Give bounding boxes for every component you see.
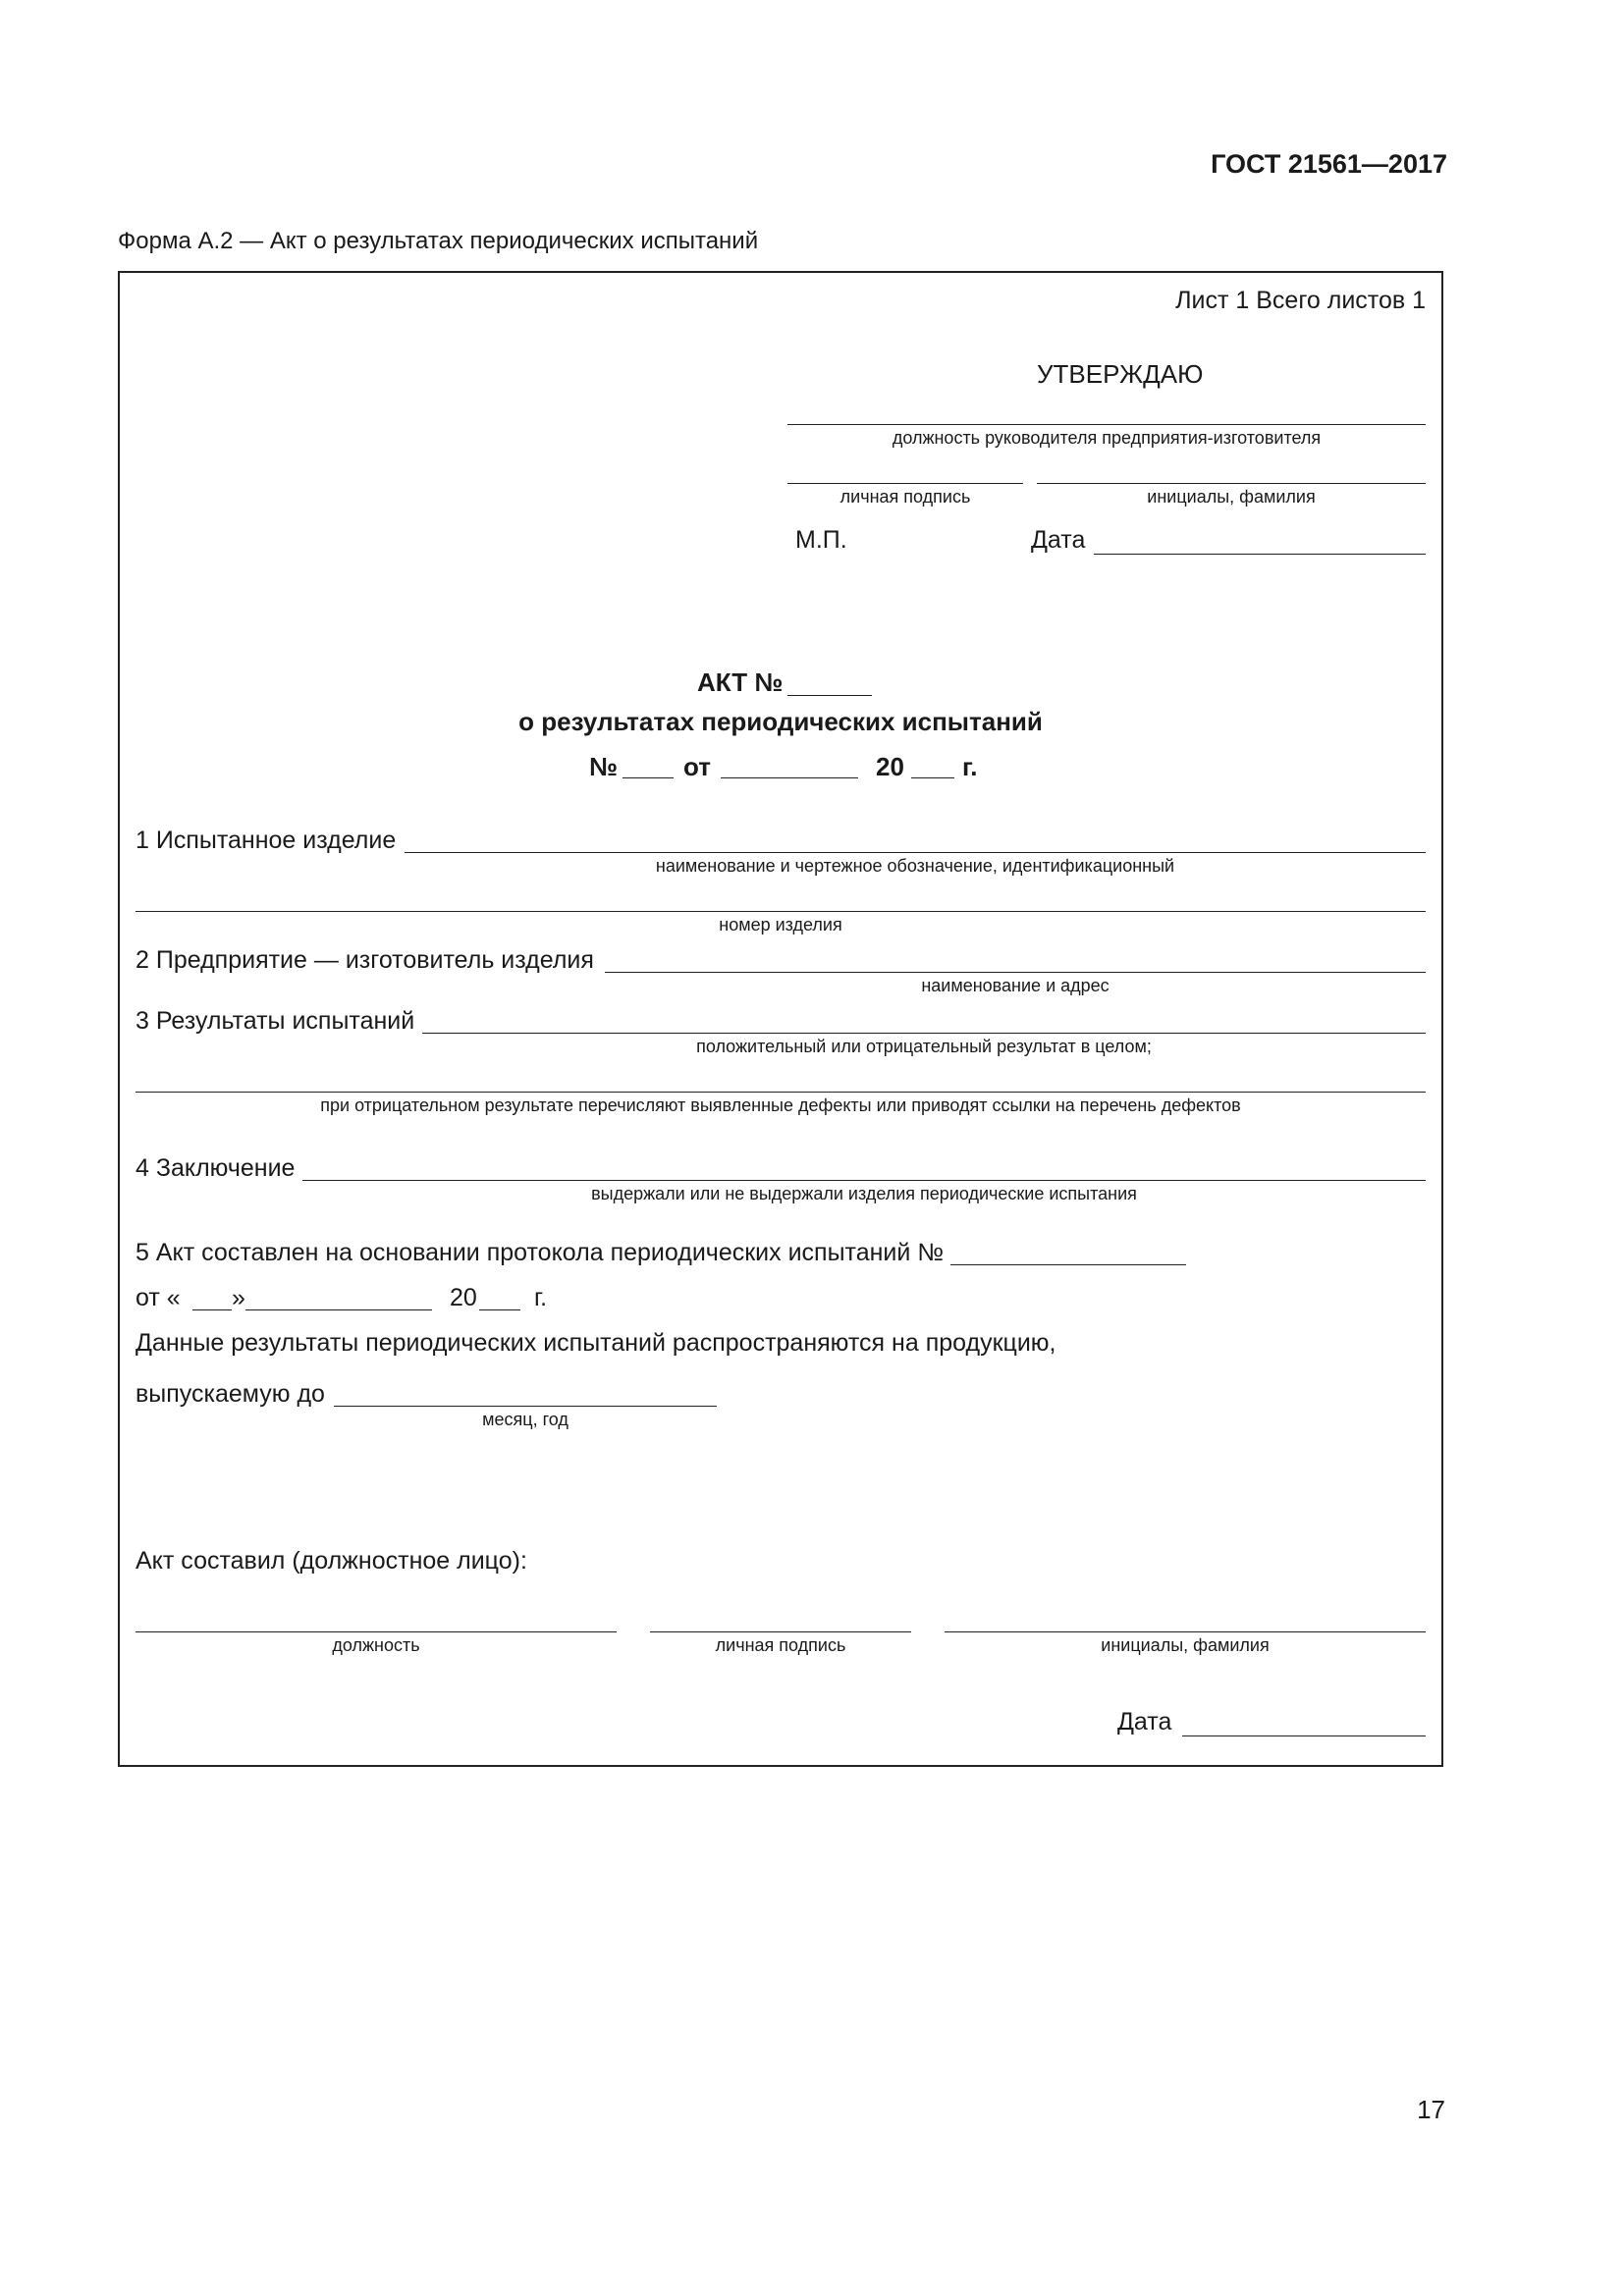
approve-heading: УТВЕРЖДАЮ: [1037, 359, 1204, 389]
item3-caption2: при отрицательном результате перечисляют выявленные дефекты или приводят ссылки на перечень дефектов: [320, 1095, 1241, 1115]
act-date-field[interactable]: [721, 777, 858, 778]
signer-date-line[interactable]: [1182, 1735, 1426, 1736]
approver-initials-caption: инициалы, фамилия: [1147, 487, 1316, 507]
item3-line2[interactable]: [135, 1092, 1426, 1093]
item4-label: 4 Заключение: [135, 1154, 296, 1182]
item2-label: 2 Предприятие — изготовитель изделия: [135, 946, 594, 974]
approver-position-caption: должность руководителя предприятия-изготовителя: [892, 428, 1322, 448]
signer-signature-line[interactable]: [650, 1631, 911, 1632]
approver-signature-line[interactable]: [787, 483, 1023, 484]
item5-line1: 5 Акт составлен на основании протокола периодических испытаний №: [135, 1239, 945, 1266]
protocol-year-field[interactable]: [479, 1309, 520, 1310]
act-form: [118, 271, 1443, 1767]
sheet-count: Лист 1 Всего листов 1: [1175, 287, 1426, 314]
approver-position-line[interactable]: [787, 424, 1426, 425]
act-number-prefix: №: [589, 752, 618, 781]
form-title: Форма А.2 — Акт о результатах периодических испытаний: [118, 228, 759, 254]
act-title: АКТ №: [697, 667, 784, 697]
item1-caption2: номер изделия: [719, 915, 842, 934]
item5-from: от «: [135, 1284, 181, 1311]
item3-caption1: положительный или отрицательный результат в целом;: [696, 1037, 1152, 1056]
item3-label: 3 Результаты испытаний: [135, 1007, 415, 1035]
item5-issued: выпускаемую до: [135, 1380, 325, 1408]
item5-year-suffix: г.: [534, 1284, 548, 1311]
item5-caption: месяц, год: [482, 1410, 568, 1429]
approval-date-line[interactable]: [1094, 554, 1426, 555]
signer-date-label: Дата: [1117, 1708, 1172, 1735]
act-year-field[interactable]: [911, 777, 954, 778]
act-year-prefix: 20: [876, 752, 904, 781]
signer-position-caption: должность: [332, 1635, 420, 1655]
approver-initials-line[interactable]: [1037, 483, 1426, 484]
item1-line[interactable]: [405, 852, 1426, 853]
item2-caption: наименование и адрес: [921, 976, 1110, 995]
protocol-month-field[interactable]: [245, 1309, 432, 1310]
approval-date-label: Дата: [1031, 526, 1086, 554]
act-number-field[interactable]: [623, 777, 674, 778]
act-number-line[interactable]: [787, 695, 872, 696]
item4-line[interactable]: [302, 1180, 1426, 1181]
protocol-number-field[interactable]: [950, 1264, 1186, 1265]
item4-caption: выдержали или не выдержали изделия периодические испытания: [591, 1184, 1137, 1203]
standard-designation: ГОСТ 21561—2017: [1211, 149, 1447, 179]
act-subtitle: о результатах периодических испытаний: [518, 707, 1043, 736]
item5-line3: Данные результаты периодических испытаний распространяются на продукцию,: [135, 1329, 1056, 1357]
signer-position-line[interactable]: [135, 1631, 617, 1632]
item1-line2[interactable]: [135, 911, 1426, 912]
act-year-suffix: г.: [962, 752, 978, 781]
item1-caption1: наименование и чертежное обозначение, идентификационный: [655, 856, 1175, 876]
item2-line[interactable]: [605, 972, 1426, 973]
item5-quote-close: »: [232, 1284, 245, 1311]
approver-signature-caption: личная подпись: [839, 487, 971, 507]
item3-line[interactable]: [422, 1033, 1426, 1034]
compiled-by-label: Акт составил (должностное лицо):: [135, 1547, 527, 1575]
page-number: 17: [1417, 2095, 1445, 2124]
stamp-label: М.П.: [795, 526, 847, 554]
item5-year: 20: [450, 1284, 477, 1311]
signer-initials-caption: инициалы, фамилия: [1101, 1635, 1270, 1655]
issued-until-field[interactable]: [334, 1406, 717, 1407]
signer-initials-line[interactable]: [945, 1631, 1426, 1632]
protocol-day-field[interactable]: [192, 1309, 232, 1310]
item1-label: 1 Испытанное изделие: [135, 827, 397, 854]
signer-signature-caption: личная подпись: [715, 1635, 846, 1655]
act-from-word: от: [683, 752, 711, 781]
